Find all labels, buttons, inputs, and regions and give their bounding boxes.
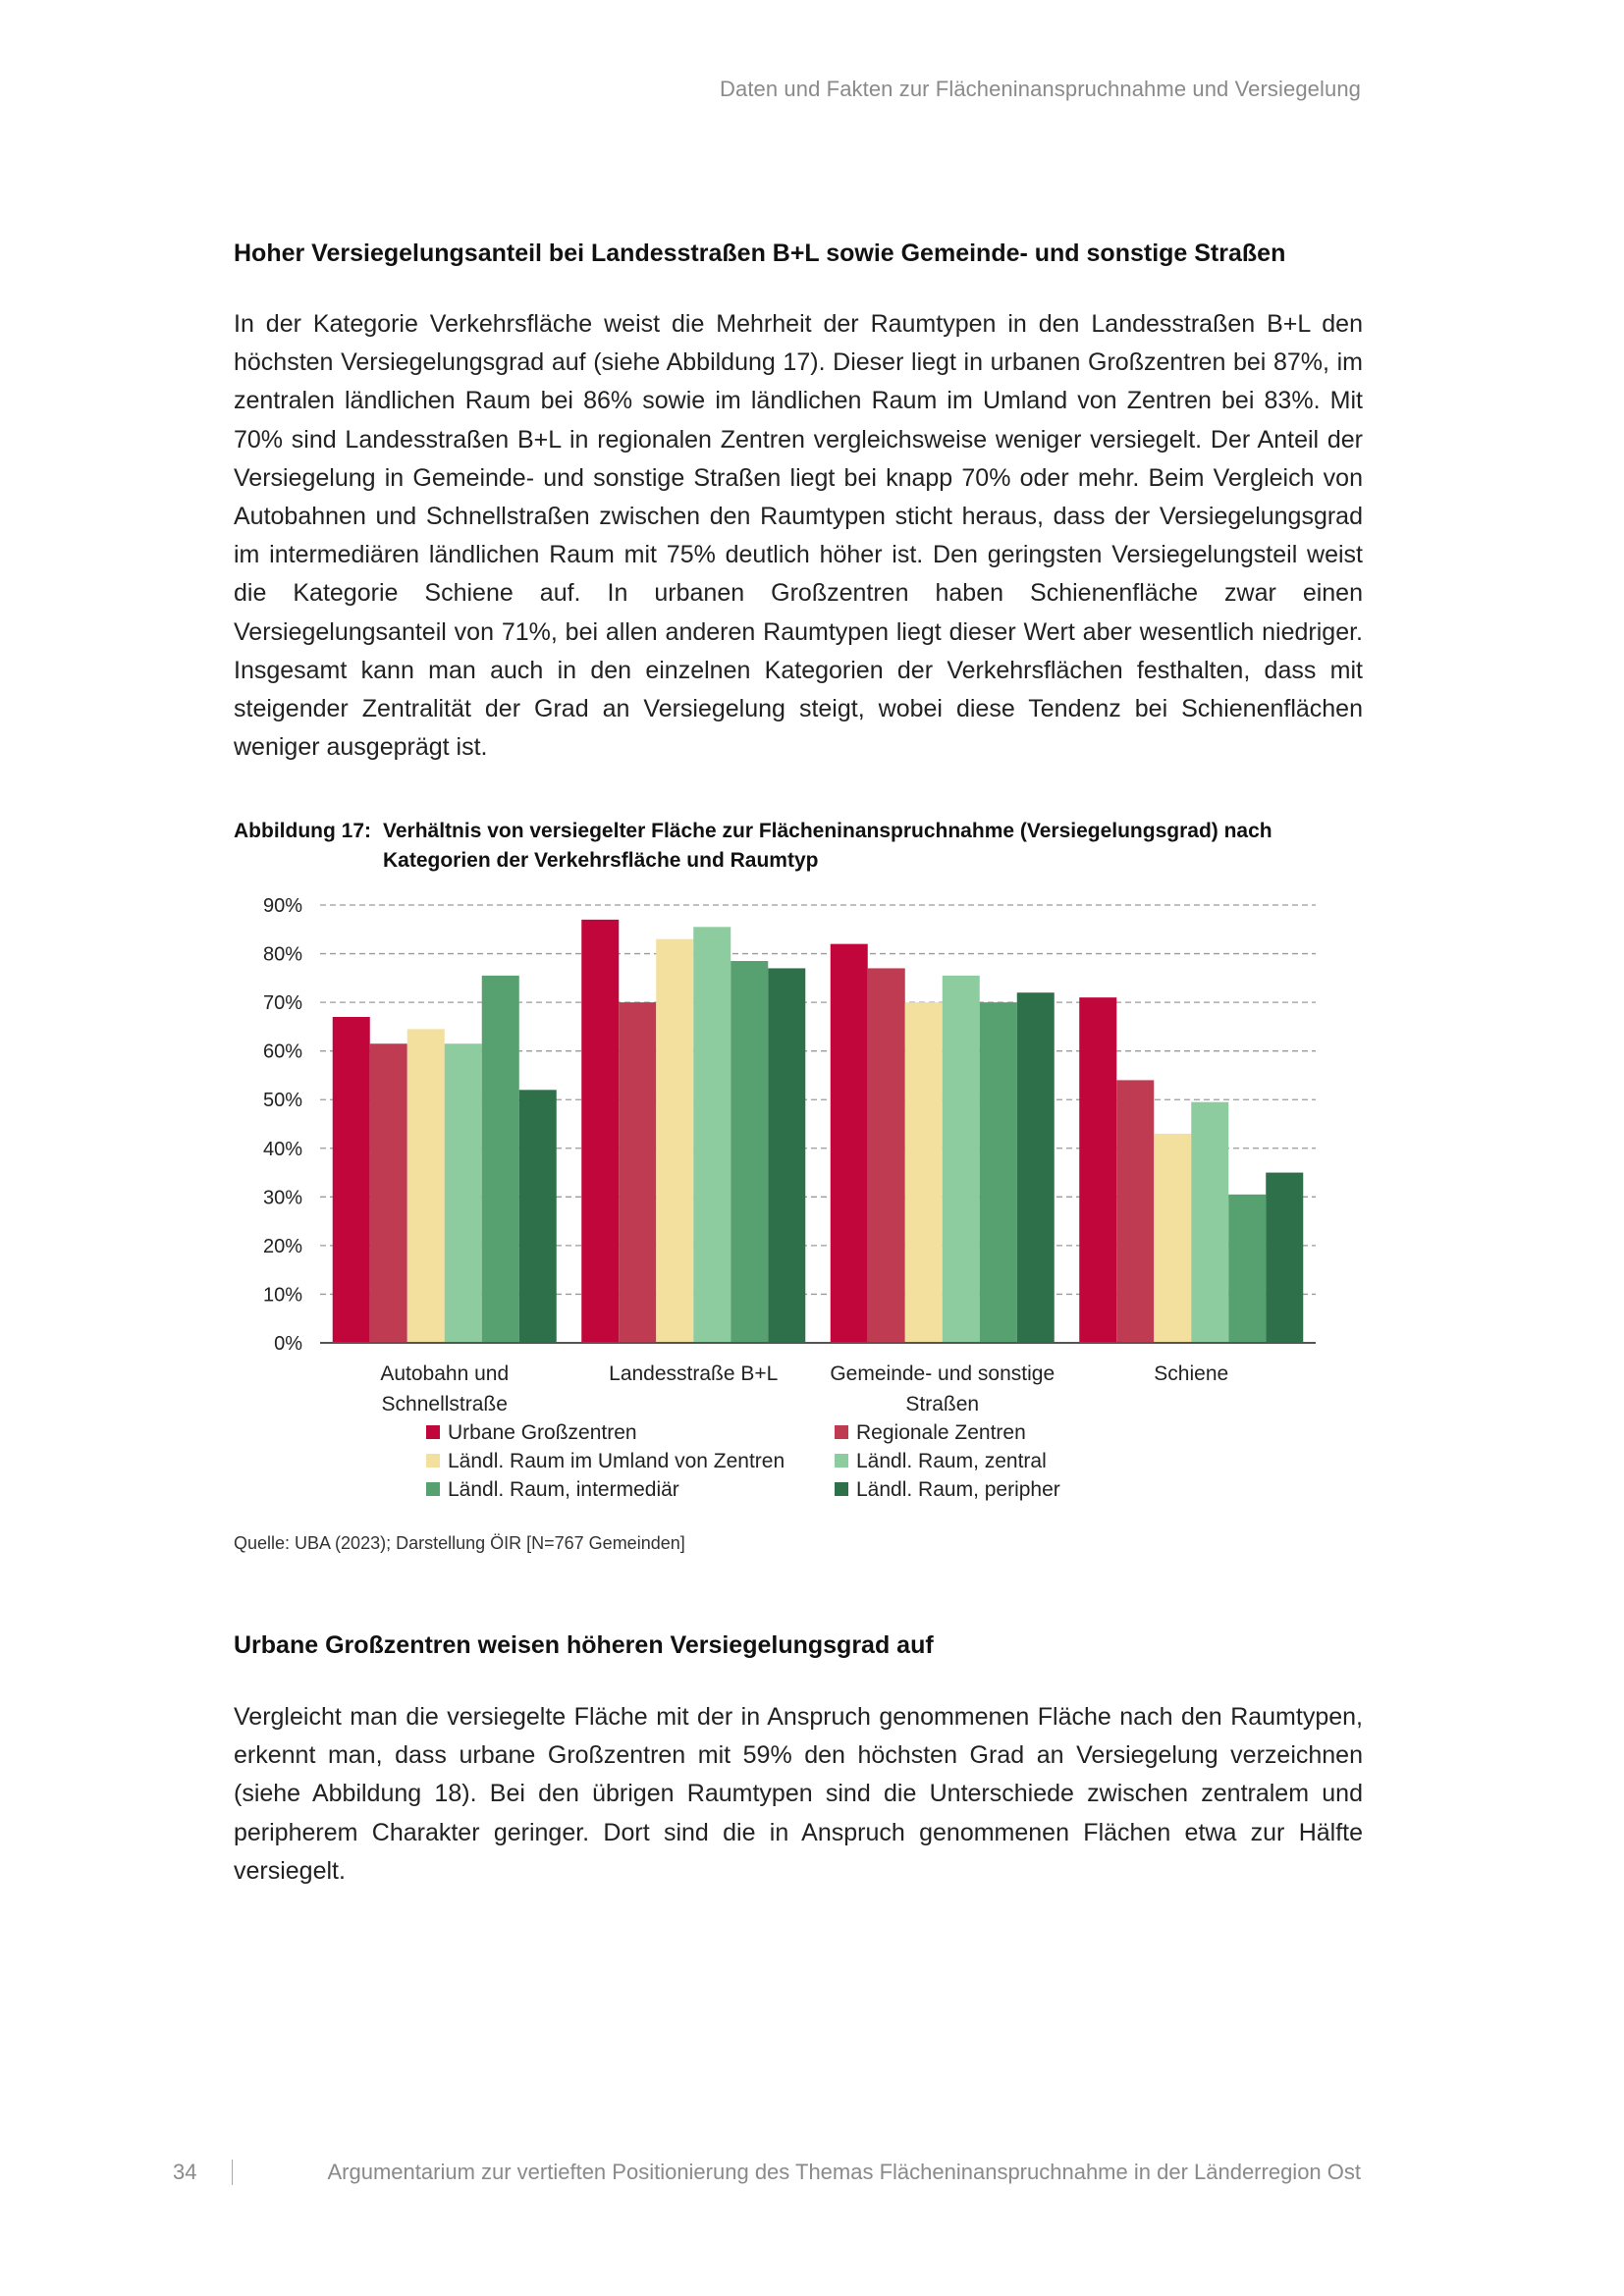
bar xyxy=(656,939,693,1343)
bar xyxy=(1266,1173,1303,1343)
legend-label: Ländl. Raum im Umland von Zentren xyxy=(448,1450,785,1472)
bar xyxy=(1017,992,1055,1343)
legend-label: Ländl. Raum, intermediär xyxy=(448,1478,679,1501)
bar xyxy=(980,1002,1017,1343)
running-header: Daten und Fakten zur Flächeninanspruchnahme und Versiegelung xyxy=(720,77,1361,101)
bar xyxy=(333,1017,370,1343)
legend-swatch xyxy=(835,1482,848,1496)
bar xyxy=(1228,1195,1266,1343)
footer-divider xyxy=(232,2160,233,2185)
figure-label: Abbildung 17: xyxy=(234,820,371,842)
y-tick-label: 40% xyxy=(262,1138,302,1160)
legend-label: Ländl. Raum, peripher xyxy=(856,1478,1060,1501)
bar xyxy=(868,968,905,1343)
bar xyxy=(445,1043,482,1343)
footer-title: Argumentarium zur vertieften Positionierung des Themas Flächeninanspruchnahme in der Länderregion Ost xyxy=(327,2160,1361,2184)
y-tick-label: 0% xyxy=(274,1333,302,1355)
y-tick-label: 50% xyxy=(262,1090,302,1112)
figure-caption-text: Verhältnis von versiegelter Fläche zur Flächeninanspruchnahme (Versiegelungsgrad) nach Kategorien der Verkehrsfläche und Raumtyp xyxy=(383,820,1272,872)
body-paragraph-1: In der Kategorie Verkehrsfläche weist die Mehrheit der Raumtypen in den Landesstraßen B+L den höchsten Versiegelungsgrad auf (siehe Abbildung 17). Dieser liegt in urbanen Großzentren bei 87%, im zentralen ländlichen Raum bei 86% sowie im ländlichen Raum im Umland von Zentren bei 83%. Mit 70% sind Landesstraßen B+L in regionalen Zentren vergleichsweise weniger versiegelt. Der Anteil der Versiegelung in Gemeinde- und sonstige Straßen liegt bei knapp 70% oder mehr. Beim Vergleich von Autobahnen und Schnellstraßen zwischen den Raumtypen sticht heraus, dass der Versiegelungsgrad im intermediären ländlichen Raum mit 75% deutlich höher ist. Den geringsten Versiegelungsteil weist die Kategorie Schiene auf. In urbanen Großzentren haben Schienenfläche zwar einen Versiegelungsanteil von 71%, bei allen anderen Raumtypen liegt dieser Wert aber wesentlich niedriger. Insgesamt kann man auch in den einzelnen Kategorien der Verkehrsflächen festhalten, dass mit steigender Zentralität der Grad an Versiegelung steigt, wobei diese Tendenz bei Schienenflächen weniger ausgeprägt ist. xyxy=(234,310,1363,762)
x-tick-label: Schnellstraße xyxy=(381,1393,508,1415)
y-tick-label: 60% xyxy=(262,1041,302,1063)
legend-swatch xyxy=(426,1482,440,1496)
bar xyxy=(693,927,731,1343)
legend-label: Regionale Zentren xyxy=(856,1421,1026,1444)
x-tick-label: Autobahn und xyxy=(380,1362,510,1385)
section-heading-2: Urbane Großzentren weisen höheren Versiegelungsgrad auf xyxy=(234,1631,934,1659)
bar xyxy=(831,944,868,1343)
y-tick-label: 70% xyxy=(262,992,302,1015)
bar xyxy=(943,976,980,1343)
bar-chart xyxy=(234,883,1363,1512)
bar xyxy=(1079,997,1116,1343)
bar xyxy=(905,1002,943,1343)
figure-source: Quelle: UBA (2023); Darstellung ÖIR [N=767 Gemeinden] xyxy=(234,1533,685,1553)
y-tick-label: 20% xyxy=(262,1235,302,1257)
x-tick-label: Gemeinde- und sonstige xyxy=(830,1362,1056,1385)
bar xyxy=(619,1002,656,1343)
legend-swatch xyxy=(835,1425,848,1439)
figure-caption xyxy=(234,817,1363,876)
bar xyxy=(731,961,768,1343)
page-number: 34 xyxy=(173,2160,197,2184)
bar xyxy=(1154,1134,1191,1343)
bar xyxy=(1116,1080,1154,1343)
bar xyxy=(519,1090,557,1343)
bar xyxy=(482,976,519,1343)
y-tick-label: 10% xyxy=(262,1284,302,1307)
y-tick-label: 80% xyxy=(262,943,302,966)
bar xyxy=(1191,1102,1228,1343)
section-heading-1: Hoher Versiegelungsanteil bei Landesstraßen B+L sowie Gemeinde- und sonstige Straßen xyxy=(234,240,1286,267)
bar xyxy=(407,1029,445,1343)
bar xyxy=(768,968,805,1343)
x-tick-label: Schiene xyxy=(1154,1362,1229,1385)
x-tick-label: Landesstraße B+L xyxy=(609,1362,779,1385)
body-paragraph-2: Vergleicht man die versiegelte Fläche mit der in Anspruch genommenen Fläche nach den Raumtypen, erkennt man, dass urbane Großzentren mit 59% den höchsten Grad an Versiegelung verzeichnen (siehe Abbildung 18). Bei den übrigen Raumtypen sind die Unterschiede zwischen zentralem und peripherem Charakter geringer. Dort sind die in Anspruch genommenen Flächen etwa zur Hälfte versiegelt. xyxy=(234,1703,1363,1885)
legend-label: Urbane Großzentren xyxy=(448,1421,637,1444)
legend-swatch xyxy=(835,1454,848,1468)
x-tick-label: Straßen xyxy=(905,1393,980,1415)
legend-swatch xyxy=(426,1454,440,1468)
y-tick-label: 90% xyxy=(262,895,302,917)
bar xyxy=(581,920,619,1343)
legend-swatch xyxy=(426,1425,440,1439)
bar xyxy=(370,1043,407,1343)
legend-label: Ländl. Raum, zentral xyxy=(856,1450,1047,1472)
y-tick-label: 30% xyxy=(262,1187,302,1209)
